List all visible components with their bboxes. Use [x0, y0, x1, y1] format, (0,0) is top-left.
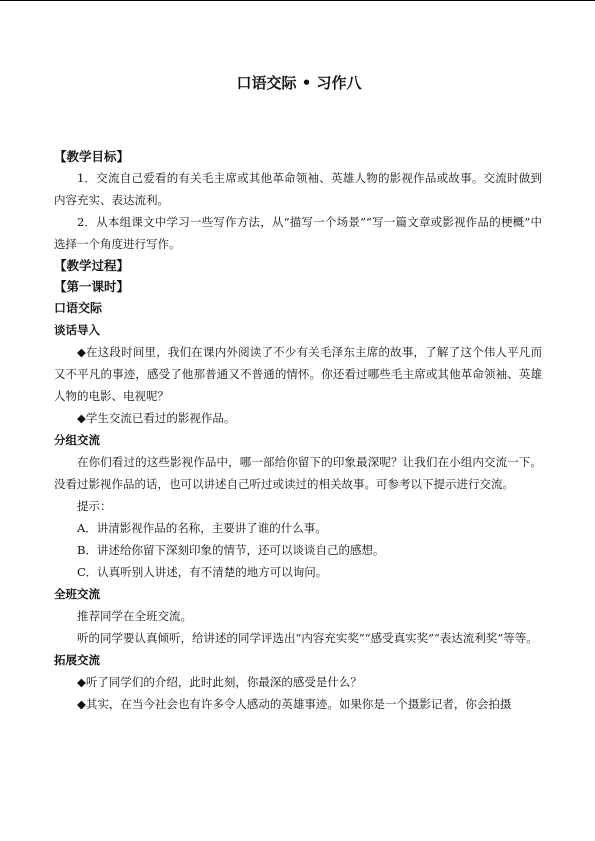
- intro-heading: 谈话导入: [54, 323, 100, 337]
- group-heading: 分组交流: [54, 433, 100, 447]
- hint-b: B．讲述给你留下深刻印象的情节，还可以谈谈自己的感想。: [77, 543, 385, 557]
- hint-c: C．认真听别人讲述，有不清楚的地方可以询问。: [77, 565, 328, 579]
- class-heading: 全班交流: [54, 587, 100, 601]
- class-paragraph-1: 推荐同学在全班交流。: [77, 609, 192, 623]
- document-page: [54, 72, 542, 715]
- extend-heading: 拓展交流: [54, 653, 100, 667]
- hint-label: 提示：: [77, 499, 112, 513]
- page-title: 口语交际 • 习作八: [236, 74, 362, 92]
- process-heading: 【教学过程】: [54, 258, 130, 273]
- group-paragraph-1: 在你们看过的这些影视作品中，哪一部给你留下的印象最深呢？让我们在小组内交流一下。没看过影视作品的话，也可以讲述自己听过或读过的相关故事。可参考以下提示进行交流。: [54, 455, 542, 491]
- extend-paragraph-1: ◆听了同学们的介绍，此时此刻，你最深的感受是什么？: [77, 675, 362, 689]
- class-paragraph-2: 听的同学要认真倾听，给讲述的同学评选出“内容充实奖”“感受真实奖”“表达流利奖”等等。: [77, 631, 538, 645]
- intro-paragraph-1: ◆在这段时间里，我们在课内外阅读了不少有关毛泽东主席的故事，了解了这个伟人平凡而又不平凡的事迹，感受了他那普通又不普通的情怀。你还看过哪些毛主席或其他革命领袖、英雄人物的电影、电视呢？: [54, 345, 542, 403]
- oral-communication-heading: 口语交际: [54, 301, 103, 315]
- goal-2-paragraph: 2．从本组课文中学习一些写作方法，从“描写一个场景”“写一篇文章或影视作品的梗概”中选择一个角度进行写作。: [54, 215, 542, 251]
- hint-a: A．讲清影视作品的名称，主要讲了谁的什么事。: [77, 521, 327, 535]
- lesson-1-heading: 【第一课时】: [54, 279, 130, 294]
- goals-heading: 【教学目标】: [54, 149, 130, 164]
- intro-paragraph-2: ◆学生交流已看过的影视作品。: [77, 411, 236, 425]
- goal-1-paragraph: 1．交流自己爱看的有关毛主席或其他革命领袖、英雄人物的影视作品或故事。交流时做到内容充实、表达流利。: [54, 171, 542, 207]
- top-border-line: [0, 0, 595, 1]
- extend-paragraph-2: ◆其实，在当今社会也有许多令人感动的英雄事迹。如果你是一个摄影记者，你会拍摄: [77, 697, 512, 711]
